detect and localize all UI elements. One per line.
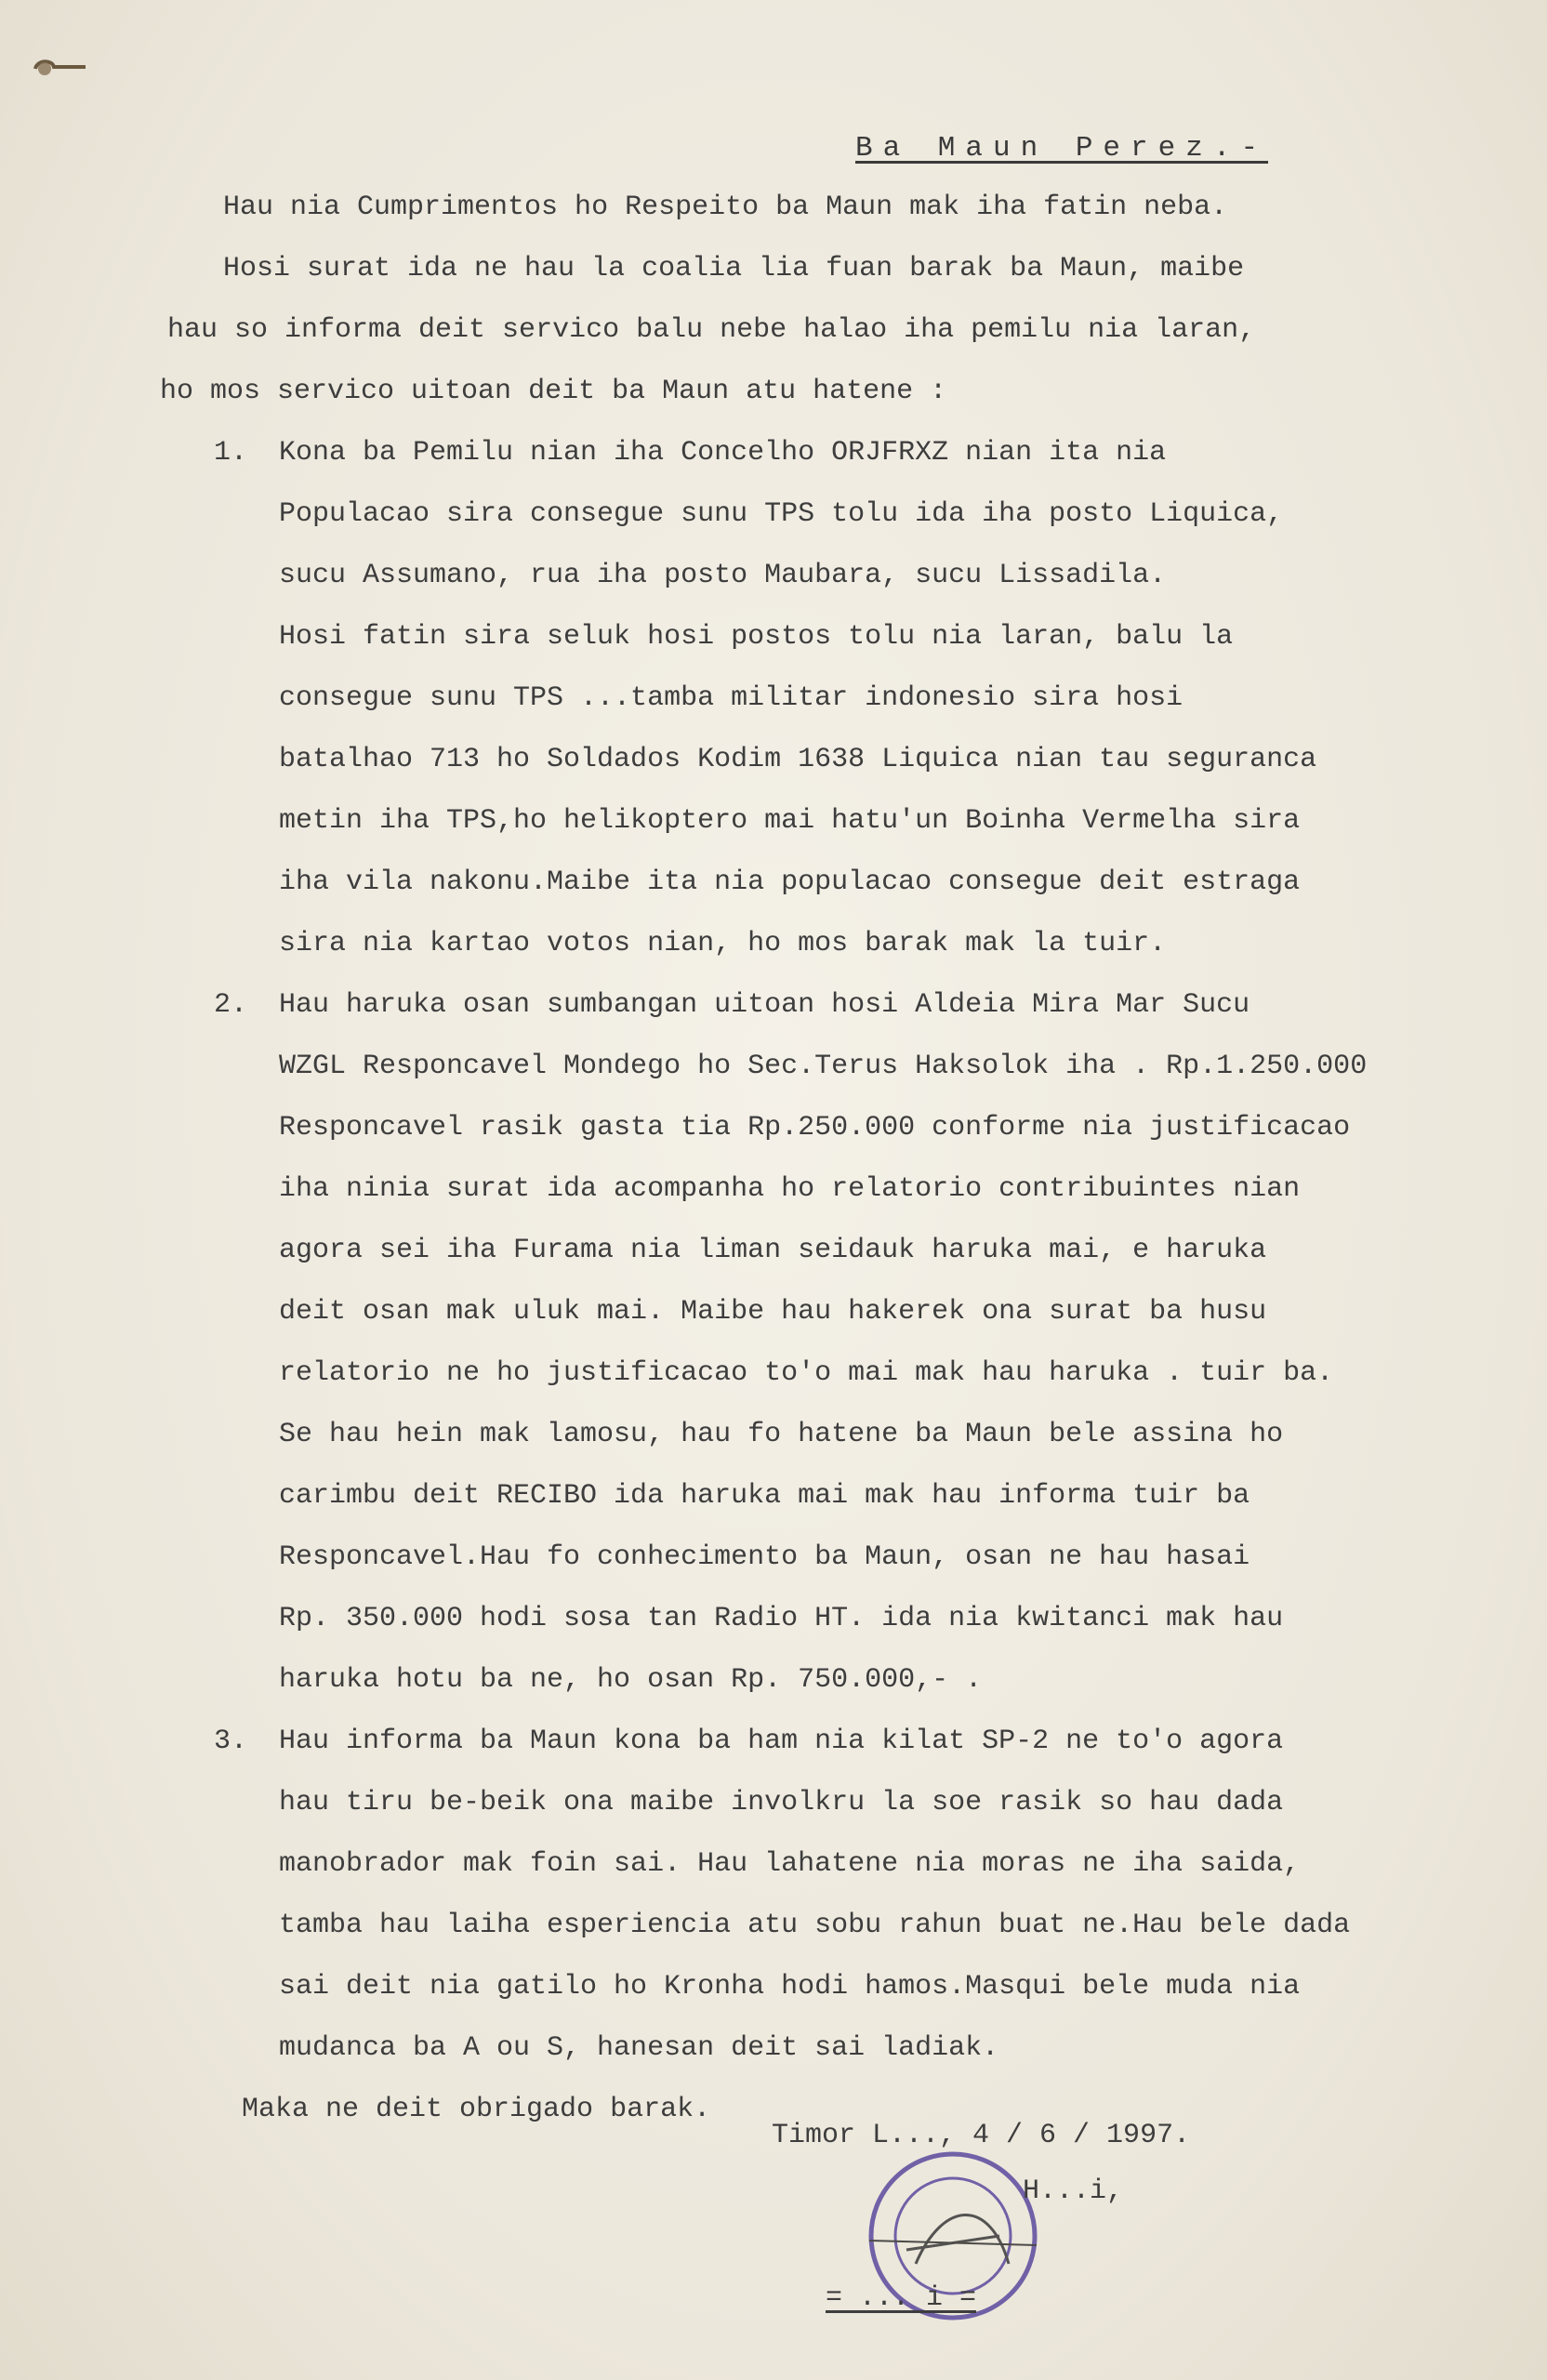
item-line: Rp. 350.000 hodi sosa tan Radio HT. ida nia kwitanci mak hau <box>279 1603 1284 1634</box>
item-line: consegue sunu TPS ...tamba militar indonesio sira hosi <box>279 682 1183 714</box>
item-line: Se hau hein mak lamosu, hau fo hatene ba Maun bele assina ho <box>279 1419 1284 1450</box>
item-line: haruka hotu ba ne, ho osan Rp. 750.000,- . <box>279 1664 983 1696</box>
salutation: Ba Maun Perez.- <box>855 132 1269 165</box>
item-number: 1. <box>214 437 248 469</box>
intro-line: Hau nia Cumprimentos ho Respeito ba Maun mak iha fatin neba. <box>223 192 1228 223</box>
item-line: Hosi fatin sira seluk hosi postos tolu nia laran, balu la <box>279 621 1234 653</box>
item-line: deit osan mak uluk mai. Maibe hau hakerek ona surat ba husu <box>279 1296 1267 1328</box>
item-line: sucu Assumano, rua iha posto Maubara, sucu Lissadila. <box>279 560 1167 591</box>
item-line: agora sei iha Furama nia liman seidauk haruka mai, e haruka <box>279 1235 1267 1266</box>
item-1 <box>167 422 1450 974</box>
signature-line: = ... i = <box>826 2282 977 2314</box>
item-line: hau tiru be-beik ona maibe involkru la soe rasik so hau dada <box>279 1787 1284 1818</box>
item-2 <box>167 974 1450 1711</box>
item-3 <box>167 1711 1450 2079</box>
item-line: relatorio ne ho justificacao to'o mai mak hau haruka . tuir ba. <box>279 1357 1334 1389</box>
place-date: Timor L..., 4 / 6 / 1997. <box>772 2120 1191 2151</box>
item-line: metin iha TPS,ho helikoptero mai hatu'un Boinha Vermelha sira <box>279 805 1301 837</box>
item-line: batalhao 713 ho Soldados Kodim 1638 Liquica nian tau seguranca <box>279 744 1317 775</box>
item-line: iha vila nakonu.Maibe ita nia populacao consegue deit estraga <box>279 866 1301 898</box>
intro-line: hau so informa deit servico balu nebe halao iha pemilu nia laran, <box>167 314 1256 346</box>
item-line: sira nia kartao votos nian, ho mos barak mak la tuir. <box>279 928 1167 959</box>
item-line: iha ninia surat ida acompanha ho relatorio contribuintes nian <box>279 1173 1301 1205</box>
staple-mark-icon <box>32 56 87 80</box>
item-line: sai deit nia gatilo ho Kronha hodi hamos.Masqui bele muda nia <box>279 1971 1301 2003</box>
item-line: Responcavel rasik gasta tia Rp.250.000 conforme nia justificacao <box>279 1112 1351 1144</box>
item-line: WZGL Responcavel Mondego ho Sec.Terus Haksolok iha . Rp.1.250.000 <box>279 1051 1368 1082</box>
signature-name: H...i, <box>1023 2175 1124 2207</box>
item-number: 3. <box>214 1726 248 1757</box>
item-number: 2. <box>214 989 248 1021</box>
letter-body <box>160 177 1450 2140</box>
closing-line: Maka ne deit obrigado barak. <box>242 2094 711 2125</box>
item-line: mudanca ba A ou S, hanesan deit sai ladiak. <box>279 2032 999 2064</box>
item-line: Hau haruka osan sumbangan uitoan hosi Aldeia Mira Mar Sucu <box>279 989 1250 1021</box>
item-line: Populacao sira consegue sunu TPS tolu ida iha posto Liquica, <box>279 498 1284 530</box>
item-line: manobrador mak foin sai. Hau lahatene nia moras ne iha saida, <box>279 1848 1301 1880</box>
intro-line: ho mos servico uitoan deit ba Maun atu hatene : <box>160 376 947 407</box>
item-line: Hau informa ba Maun kona ba ham nia kilat SP-2 ne to'o agora <box>279 1726 1284 1757</box>
item-line: Responcavel.Hau fo conhecimento ba Maun, osan ne hau hasai <box>279 1541 1250 1573</box>
item-line: carimbu deit RECIBO ida haruka mai mak hau informa tuir ba <box>279 1480 1250 1512</box>
item-line: Kona ba Pemilu nian iha Concelho ORJFRXZ nian ita nia <box>279 437 1167 469</box>
intro-line: Hosi surat ida ne hau la coalia lia fuan barak ba Maun, maibe <box>223 253 1245 284</box>
item-line: tamba hau laiha esperiencia atu sobu rahun buat ne.Hau bele dada <box>279 1910 1351 1941</box>
